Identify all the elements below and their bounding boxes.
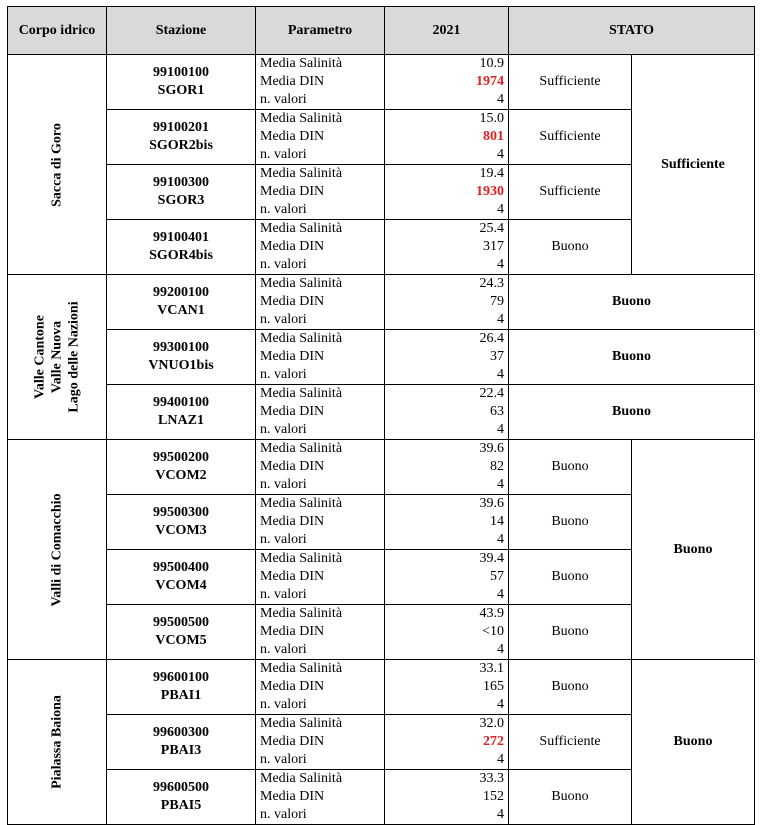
station-code: 99100300	[153, 175, 209, 190]
values-cell	[385, 385, 509, 440]
station-code: 99300100	[153, 340, 209, 355]
din-value: 82	[490, 459, 504, 474]
count-value: 4	[497, 422, 504, 437]
station-cell	[107, 330, 256, 385]
parameter-label: Media DIN	[260, 74, 325, 89]
parameter-label: n. valori	[260, 147, 307, 162]
station-code: 99100100	[153, 65, 209, 80]
station-status: Buono	[509, 330, 755, 385]
station-name: PBAI1	[160, 688, 202, 703]
parameter-label: Media DIN	[260, 734, 325, 749]
values-cell	[385, 495, 509, 550]
salinity-value: 25.4	[479, 221, 504, 236]
station-status: Buono	[509, 440, 632, 495]
parameter-label: Media Salinità	[260, 111, 343, 126]
din-value: 152	[483, 789, 504, 804]
station-name: VCOM2	[155, 468, 207, 483]
salinity-value: 22.4	[479, 386, 504, 401]
values-cell	[385, 605, 509, 660]
parameter-cell	[256, 385, 385, 440]
parameter-cell	[256, 55, 385, 110]
values-cell	[385, 440, 509, 495]
parameter-label: Media Salinità	[260, 771, 343, 786]
din-value: 37	[490, 349, 504, 364]
parameter-cell	[256, 330, 385, 385]
header-stazione: Stazione	[107, 7, 256, 55]
table-row	[8, 330, 755, 385]
group-status: Buono	[632, 660, 755, 825]
group-status: Buono	[632, 440, 755, 660]
parameter-label: Media DIN	[260, 239, 325, 254]
station-status: Sufficiente	[509, 165, 632, 220]
values-cell	[385, 275, 509, 330]
station-code: 99500400	[153, 560, 209, 575]
station-name: VCAN1	[157, 303, 205, 318]
parameter-label: n. valori	[260, 642, 307, 657]
values-cell	[385, 330, 509, 385]
parameter-cell	[256, 275, 385, 330]
corpo-idrico-name	[32, 301, 83, 412]
station-code: 99600300	[153, 725, 209, 740]
count-value: 4	[497, 147, 504, 162]
parameter-cell	[256, 605, 385, 660]
parameter-cell	[256, 495, 385, 550]
station-code: 99100201	[153, 120, 209, 135]
station-code: 99500200	[153, 450, 209, 465]
station-status: Buono	[509, 495, 632, 550]
station-code: 99500300	[153, 505, 209, 520]
parameter-label: n. valori	[260, 752, 307, 767]
corpo-idrico-name-line: Valle Cantone	[32, 315, 48, 399]
salinity-value: 32.0	[479, 716, 504, 731]
parameter-label: Media DIN	[260, 789, 325, 804]
parameter-cell	[256, 440, 385, 495]
din-value: 1974	[476, 74, 504, 89]
corpo-idrico-cell	[8, 440, 107, 660]
values-cell	[385, 770, 509, 825]
parameter-label: n. valori	[260, 257, 307, 272]
parameter-cell	[256, 660, 385, 715]
parameter-label: n. valori	[260, 312, 307, 327]
corpo-idrico-name-line: Valli di Comacchio	[49, 492, 65, 607]
parameter-cell	[256, 770, 385, 825]
station-code: 99600500	[153, 780, 209, 795]
header-parametro: Parametro	[256, 7, 385, 55]
din-value: 801	[483, 129, 504, 144]
station-name: VCOM4	[155, 578, 207, 593]
station-status: Sufficiente	[509, 715, 632, 770]
salinity-value: 43.9	[479, 606, 504, 621]
din-value: <10	[482, 624, 504, 639]
count-value: 4	[497, 807, 504, 822]
parameter-label: Media DIN	[260, 624, 325, 639]
station-status: Buono	[509, 220, 632, 275]
parameter-label: Media DIN	[260, 349, 325, 364]
table-body	[8, 55, 755, 825]
parameter-label: Media DIN	[260, 184, 325, 199]
parameter-label: Media Salinità	[260, 386, 343, 401]
station-cell	[107, 220, 256, 275]
parameter-label: Media DIN	[260, 514, 325, 529]
station-cell	[107, 550, 256, 605]
station-status: Buono	[509, 550, 632, 605]
salinity-value: 19.4	[479, 166, 504, 181]
parameter-label: Media DIN	[260, 679, 325, 694]
din-value: 57	[490, 569, 504, 584]
count-value: 4	[497, 587, 504, 602]
salinity-value: 39.4	[479, 551, 504, 566]
station-status: Buono	[509, 275, 755, 330]
parameter-label: Media Salinità	[260, 606, 343, 621]
parameter-cell	[256, 165, 385, 220]
count-value: 4	[497, 202, 504, 217]
parameter-label: Media Salinità	[260, 276, 343, 291]
parameter-label: Media Salinità	[260, 661, 343, 676]
station-name: VCOM3	[155, 523, 207, 538]
table-row	[8, 440, 755, 495]
salinity-value: 39.6	[479, 441, 504, 456]
header-corpo-idrico: Corpo idrico	[8, 7, 107, 55]
parameter-label: n. valori	[260, 807, 307, 822]
din-value: 272	[483, 734, 504, 749]
values-cell	[385, 550, 509, 605]
din-value: 317	[483, 239, 504, 254]
parameter-label: Media Salinità	[260, 331, 343, 346]
station-status: Sufficiente	[509, 55, 632, 110]
corpo-idrico-name	[49, 123, 66, 207]
values-cell	[385, 660, 509, 715]
table-row	[8, 275, 755, 330]
station-cell	[107, 385, 256, 440]
parameter-label: n. valori	[260, 697, 307, 712]
count-value: 4	[497, 752, 504, 767]
status-table	[7, 6, 755, 825]
din-value: 1930	[476, 184, 504, 199]
station-cell	[107, 715, 256, 770]
table-row	[8, 55, 755, 110]
parameter-cell	[256, 550, 385, 605]
station-cell	[107, 660, 256, 715]
header-year: 2021	[385, 7, 509, 55]
station-status: Buono	[509, 385, 755, 440]
parameter-label: Media Salinità	[260, 441, 343, 456]
din-value: 14	[490, 514, 504, 529]
station-name: SGOR2bis	[149, 138, 213, 153]
parameter-label: Media Salinità	[260, 496, 343, 511]
corpo-idrico-name-line: Sacca di Goro	[49, 122, 65, 207]
station-name: PBAI5	[160, 798, 202, 813]
station-name: VCOM5	[155, 633, 207, 648]
parameter-label: n. valori	[260, 92, 307, 107]
table-row	[8, 385, 755, 440]
parameter-label: n. valori	[260, 367, 307, 382]
station-cell	[107, 495, 256, 550]
header-stato: STATO	[509, 7, 755, 55]
station-name: PBAI3	[160, 743, 202, 758]
corpo-idrico-name	[49, 695, 66, 789]
parameter-label: Media Salinità	[260, 56, 343, 71]
parameter-label: n. valori	[260, 422, 307, 437]
salinity-value: 10.9	[479, 56, 504, 71]
parameter-label: Media DIN	[260, 294, 325, 309]
station-code: 99100401	[153, 230, 209, 245]
station-name: SGOR1	[157, 83, 205, 98]
parameter-label: Media Salinità	[260, 221, 343, 236]
station-code: 99600100	[153, 670, 209, 685]
station-cell	[107, 275, 256, 330]
parameter-label: Media Salinità	[260, 716, 343, 731]
parameter-label: Media DIN	[260, 569, 325, 584]
parameter-label: n. valori	[260, 587, 307, 602]
count-value: 4	[497, 697, 504, 712]
corpo-idrico-name	[49, 493, 66, 606]
table-row	[8, 660, 755, 715]
parameter-cell	[256, 110, 385, 165]
station-name: SGOR3	[157, 193, 205, 208]
corpo-idrico-name-line: Valle Nuova	[49, 320, 65, 394]
station-name: SGOR4bis	[149, 248, 213, 263]
values-cell	[385, 715, 509, 770]
station-cell	[107, 110, 256, 165]
parameter-label: Media Salinità	[260, 166, 343, 181]
salinity-value: 33.3	[479, 771, 504, 786]
din-value: 79	[490, 294, 504, 309]
station-status: Sufficiente	[509, 110, 632, 165]
station-status: Buono	[509, 660, 632, 715]
station-status: Buono	[509, 605, 632, 660]
parameter-label: Media DIN	[260, 404, 325, 419]
header-row	[8, 7, 755, 55]
values-cell	[385, 165, 509, 220]
salinity-value: 33.1	[479, 661, 504, 676]
group-status: Sufficiente	[632, 55, 755, 275]
station-cell	[107, 165, 256, 220]
station-status: Buono	[509, 770, 632, 825]
parameter-label: Media DIN	[260, 459, 325, 474]
parameter-label: n. valori	[260, 202, 307, 217]
count-value: 4	[497, 642, 504, 657]
station-cell	[107, 605, 256, 660]
corpo-idrico-cell	[8, 55, 107, 275]
parameter-label: n. valori	[260, 477, 307, 492]
count-value: 4	[497, 257, 504, 272]
values-cell	[385, 55, 509, 110]
count-value: 4	[497, 477, 504, 492]
din-value: 165	[483, 679, 504, 694]
parameter-cell	[256, 715, 385, 770]
station-name: VNUO1bis	[148, 358, 214, 373]
status-table-container	[7, 6, 755, 825]
station-cell	[107, 55, 256, 110]
station-name: LNAZ1	[158, 413, 204, 428]
corpo-idrico-name-line: Lago delle Nazioni	[66, 301, 82, 413]
corpo-idrico-cell	[8, 275, 107, 440]
station-cell	[107, 440, 256, 495]
parameter-label: Media Salinità	[260, 551, 343, 566]
din-value: 63	[490, 404, 504, 419]
corpo-idrico-cell	[8, 660, 107, 825]
count-value: 4	[497, 312, 504, 327]
salinity-value: 26.4	[479, 331, 504, 346]
count-value: 4	[497, 92, 504, 107]
corpo-idrico-name-line: Pialassa Baiona	[49, 695, 65, 789]
station-cell	[107, 770, 256, 825]
parameter-cell	[256, 220, 385, 275]
values-cell	[385, 110, 509, 165]
parameter-label: Media DIN	[260, 129, 325, 144]
salinity-value: 24.3	[479, 276, 504, 291]
station-code: 99500500	[153, 615, 209, 630]
count-value: 4	[497, 367, 504, 382]
station-code: 99400100	[153, 395, 209, 410]
values-cell	[385, 220, 509, 275]
count-value: 4	[497, 532, 504, 547]
station-code: 99200100	[153, 285, 209, 300]
parameter-label: n. valori	[260, 532, 307, 547]
salinity-value: 15.0	[479, 111, 504, 126]
salinity-value: 39.6	[479, 496, 504, 511]
